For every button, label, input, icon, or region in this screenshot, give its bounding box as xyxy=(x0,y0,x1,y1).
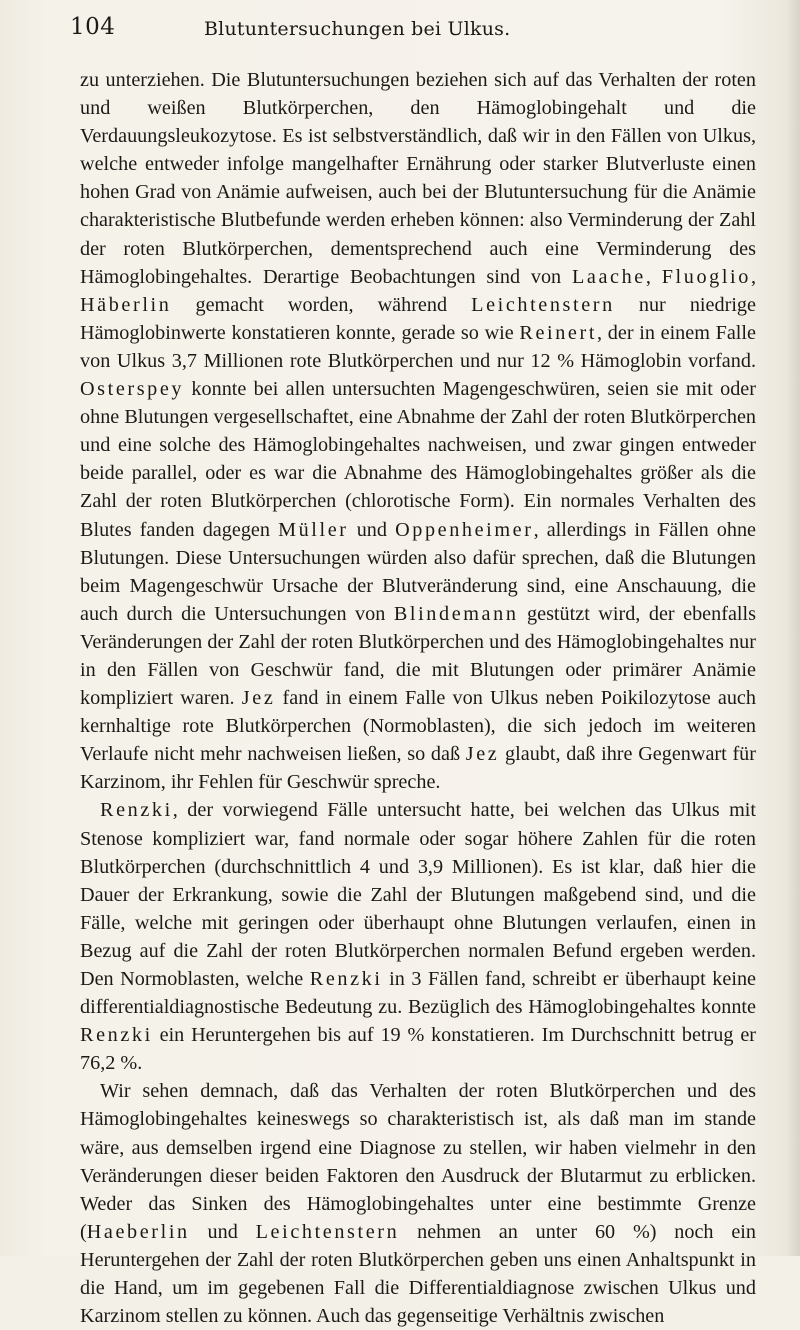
body-text xyxy=(80,66,756,1330)
text-run: , der vorwiegend Fälle untersucht hatte, bei welchen das Ulkus mit Stenose kompliziert war, fand normale oder sogar höhere Zahlen für die roten Blutkörperchen (durchschnittlich 4 und 3,9 Millionen). Es ist klar, daß hier die Dauer der Erkrankung, sowie die Zahl der Blutungen maßgebend sind, und die Fälle, welche mit geringen oder überhaupt ohne Blutungen verlaufen, einen in Bezug auf die Zahl der roten Blutkörperchen normalen Befund ergeben werden. Den Normoblasten, welche xyxy=(80,799,756,990)
text-run: , xyxy=(645,265,662,288)
text-run: und xyxy=(189,1220,256,1243)
text-run: ein Heruntergehen bis auf 19 % konstatieren. Im Durchschnitt betrug er 76,2 %. xyxy=(80,1024,756,1075)
text-run: nehmen an unter 60 %) noch ein Heruntergehen der Zahl der roten Blutkörperchen geben uns einen Anhaltspunkt in die Hand, um im gegebenen Fall die Differentialdiagnose zwischen Ulkus und Karzinom stellen zu können. Auch das gegenseitige Verhältnis zwischen xyxy=(80,1220,756,1328)
text-run: in 3 Fällen fand, schreibt er überhaupt keine differentialdiagnostische Bedeutung zu. Bezüglich des Hämoglobingehaltes konnte xyxy=(80,968,756,1019)
author-name: Blindemann xyxy=(393,602,519,625)
author-name: Renzki xyxy=(100,799,173,822)
author-name: Renzki xyxy=(309,968,383,990)
author-name: Jez xyxy=(465,743,500,766)
text-run: nur niedrige Hämoglobinwerte konstatieren konnte, gerade so wie xyxy=(80,293,756,344)
text-run: fand in einem Falle von Ulkus neben Poikilozytose auch kernhaltige rote Blutkörperchen (Normoblasten), die sich jedoch im weiteren Verlaufe nicht mehr nachweisen ließen, so daß xyxy=(80,687,756,766)
author-name: Jez xyxy=(241,687,276,710)
text-run: Wir sehen demnach, daß das Verhalten der roten Blutkörperchen und des Hämoglobingehaltes keineswegs so charakteristisch ist, als daß man im stande wäre, aus demselben irgend eine Diagnose zu stellen, wir haben vielmehr in den Veränderungen dieser beiden Faktoren den Ausdruck der Blutarmut zu erblicken. Weder das Sinken des Hämoglobingehaltes unter eine bestimmte Grenze ( xyxy=(80,1080,756,1243)
author-name: Laache xyxy=(571,265,646,288)
text-run: und xyxy=(348,518,396,541)
paragraph xyxy=(80,1077,756,1330)
author-name: Oppenheimer xyxy=(395,518,534,541)
text-run: gestützt wird, der ebenfalls Veränderungen der Zahl der roten Blutkörperchen und des Hämoglobingehaltes nur in den Fällen von Geschwür fand, die mit Blutungen oder primärer Anämie kompliziert waren. xyxy=(80,602,756,710)
paragraph xyxy=(80,796,756,1077)
page-edge-shadow xyxy=(786,0,800,1256)
author-name: Müller xyxy=(278,518,349,541)
text-run: , allerdings in Fällen ohne Blutungen. Diese Untersuchungen würden also dafür sprechen, daß die Blutungen beim Magengeschwür Ursache der Blutveränderung sind, eine Anschauung, die auch durch die Untersuchungen von xyxy=(80,518,757,625)
author-name: Haeberlin xyxy=(86,1220,190,1243)
paragraph xyxy=(80,66,756,796)
text-run: , der in einem Falle von Ulkus 3,7 Millionen rote Blutkörperchen und nur 12 % Hämoglobin vorfand. xyxy=(80,321,756,372)
text-run: konnte bei allen untersuchten Magengeschwüren, seien sie mit oder ohne Blutungen vergesellschaftet, eine Abnahme der Zahl der roten Blutkörperchen und eine solche des Hämoglobingehaltes nachweisen, und zwar gingen entweder beide parallel, oder es war die Abnahme des Hämoglobingehaltes größer als die Zahl der roten Blutkörperchen (chlorotische Form). Ein normales Verhalten des Blutes fanden dagegen xyxy=(80,378,756,541)
author-name: Leichtenstern xyxy=(255,1220,400,1243)
author-name: Renzki xyxy=(80,1024,153,1047)
text-run: , xyxy=(750,265,756,288)
running-head: Blutuntersuchungen bei Ulkus. xyxy=(204,18,511,40)
author-name: Leichtenstern xyxy=(471,293,615,316)
author-name: Häberlin xyxy=(80,293,172,316)
page-header xyxy=(70,14,760,48)
text-run: gemacht worden, während xyxy=(171,293,472,316)
page-number: 104 xyxy=(70,14,116,40)
author-name: Reinert xyxy=(519,321,598,344)
author-name: Fluoglio xyxy=(661,265,751,288)
author-name: Osterspey xyxy=(80,378,185,401)
text-run: zu unterziehen. Die Blutuntersuchungen beziehen sich auf das Verhalten der roten und weißen Blutkörperchen, den Hämoglobingehalt und die Verdauungsleukozytose. Es ist selbstverständlich, daß wir in den Fällen von Ulkus, welche entweder infolge mangelhafter Ernährung oder starker Blutverluste einen hohen Grad von Anämie aufweisen, auch bei der Blutuntersuchung für die Anämie charakteristische Blutbefunde werden erheben können: also Verminderung der Zahl der roten Blutkörperchen, dementsprechend auch eine Verminderung des Hämoglobingehaltes. Derartige Beobachtungen sind von xyxy=(80,69,756,288)
text-run: glaubt, daß ihre Gegenwart für Karzinom, ihr Fehlen für Geschwür spreche. xyxy=(80,743,756,794)
